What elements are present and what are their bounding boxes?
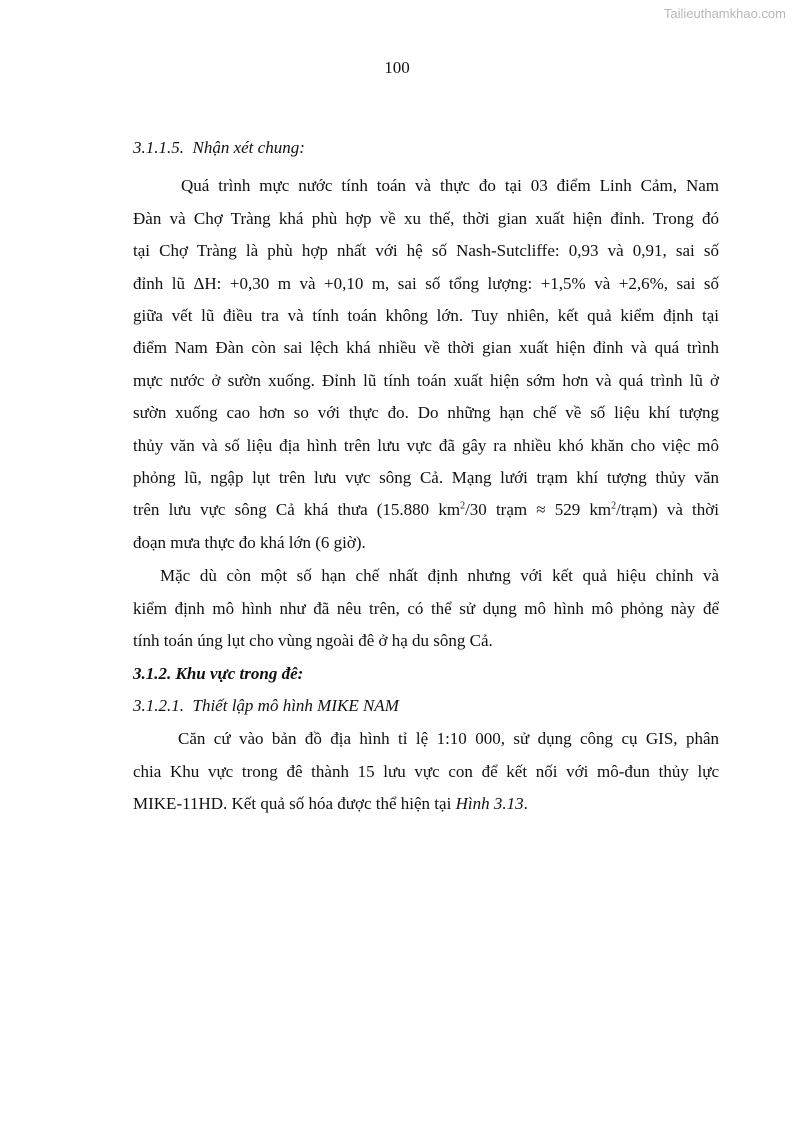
text-line: chia Khu vực trong đê thành 15 lưu vực con để kết nối với mô-đun thủy lực [133,761,719,781]
text-fragment: trên lưu vực sông Cả khá thưa (15.880 km [133,500,461,520]
section-heading-3-1-1-5: 3.1.1.5. Nhận xét chung: [133,138,305,157]
page-number: 100 [384,58,410,77]
text-line: Căn cứ vào bản đồ địa hình tỉ lệ 1:10 000, sử dụng công cụ GIS, phân [178,729,719,749]
text-line: tính toán úng lụt cho vùng ngoài đê ở hạ du sông Cả. [133,631,493,651]
paragraph-mike-nam-setup [133,723,719,820]
superscript: 2 [611,500,617,512]
figure-reference: Hình 3.13 [455,794,524,814]
section-heading-3-1-2: 3.1.2. Khu vực trong đê: [133,663,304,683]
text-fragment: . [523,794,528,814]
paragraph-conclusion [133,560,719,657]
watermark: Tailieuthamkhao.com [663,6,786,21]
text-line [133,788,719,820]
page-body [133,132,719,821]
text-fragment: /trạm) và thời [616,500,719,520]
text-line: Đàn và Chợ Tràng khá phù hợp về xu thế, thời gian xuất hiện đỉnh. Trong đó [133,208,719,228]
text-line: giữa vết lũ điều tra và tính toán không lớn. Tuy nhiên, kết quả kiểm định tại [133,306,719,326]
text-fragment: MIKE-11HD. Kết quả số hóa được thể hiện tại [133,794,456,814]
text-line: mực nước ở sườn xuống. Đỉnh lũ tính toán xuất hiện sớm hơn và quá trình lũ ở [133,370,719,390]
text-line [133,494,719,526]
section-heading-3-1-2-1: 3.1.2.1. Thiết lập mô hình MIKE NAM [133,695,399,715]
text-line: đoạn mưa thực đo khá lớn (6 giờ). [133,532,366,552]
text-line: kiểm định mô hình như đã nêu trên, có thể sử dụng mô hình mô phỏng này để [133,598,719,618]
paragraph-general-remarks [133,170,719,559]
text-fragment: /30 trạm ≈ 529 km [465,500,612,520]
text-line: điểm Nam Đàn còn sai lệch khá nhiều về thời gian xuất hiện đỉnh và quá trình [133,338,719,358]
text-line: sườn xuống cao hơn so với thực đo. Do những hạn chế về số liệu khí tượng [133,403,719,423]
text-line: thủy văn và số liệu địa hình trên lưu vực đã gây ra nhiều khó khăn cho việc mô [133,435,719,455]
text-line: phỏng lũ, ngập lụt trên lưu vực sông Cả. Mạng lưới trạm khí tượng thủy văn [133,468,719,488]
text-line: Quá trình mực nước tính toán và thực đo tại 03 điểm Linh Cảm, Nam [181,176,719,196]
text-line: đỉnh lũ ΔH: +0,30 m và +0,10 m, sai số tổng lượng: +1,5% và +2,6%, sai số [133,273,719,293]
text-line: Mặc dù còn một số hạn chế nhất định nhưng với kết quả hiệu chỉnh và [160,566,719,586]
superscript: 2 [460,500,466,512]
text-line: tại Chợ Tràng là phù hợp nhất với hệ số Nash-Sutcliffe: 0,93 và 0,91, sai số [133,241,719,261]
